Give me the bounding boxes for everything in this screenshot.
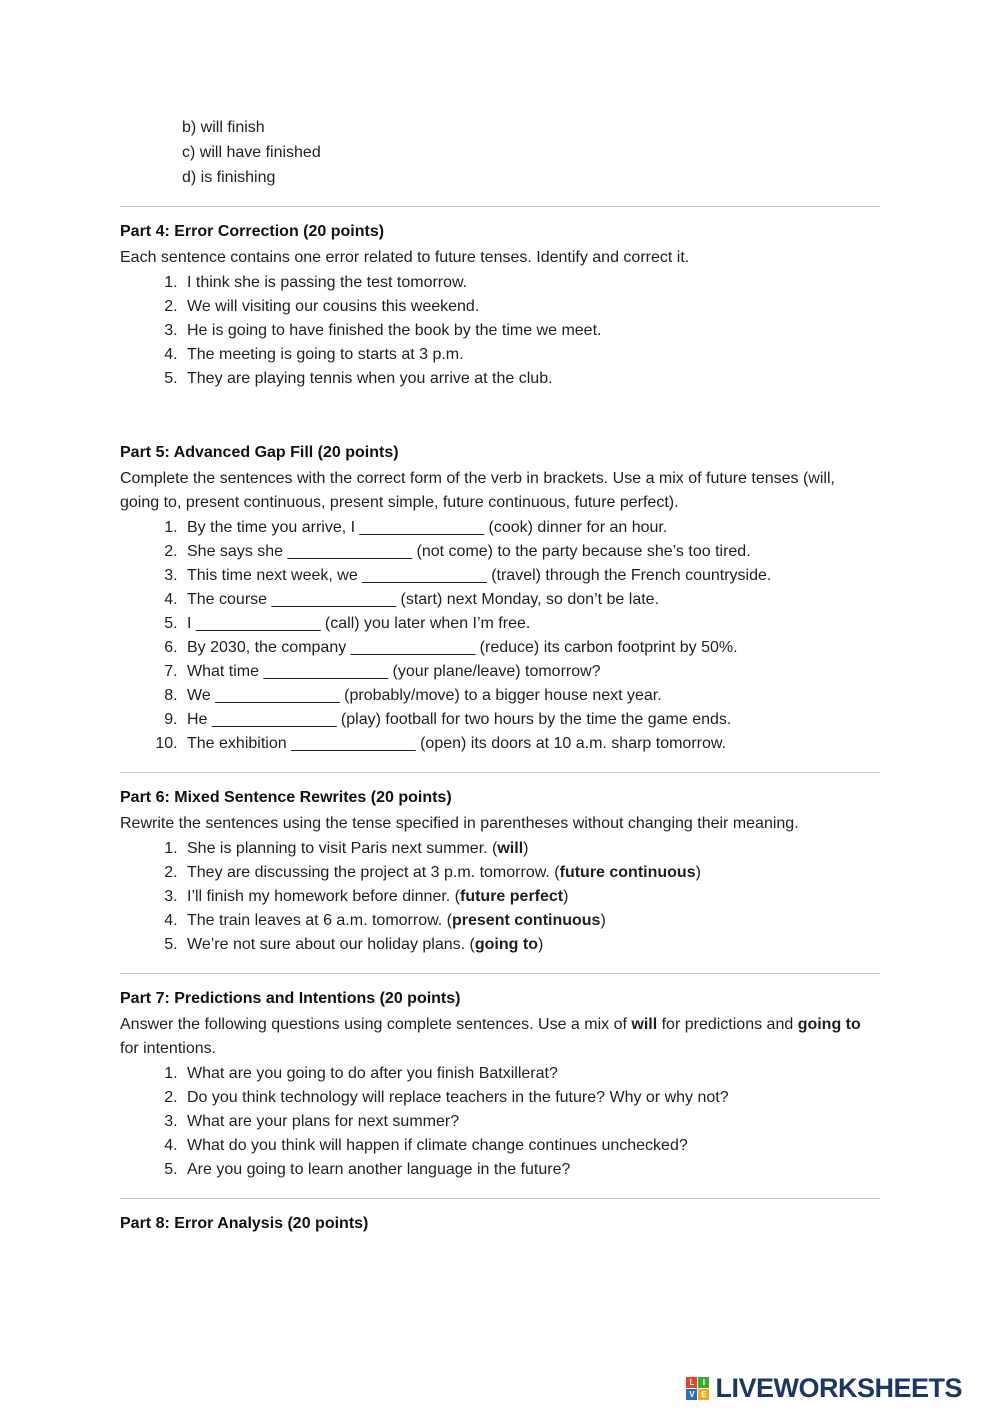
text-run: The meeting is going to starts at 3 p.m. <box>187 346 464 364</box>
emphasis-text: present continuous <box>452 912 601 930</box>
text-run: The course ______________ (start) next Monday, so don’t be late. <box>187 591 660 609</box>
choice-option: d) is finishing <box>182 168 276 186</box>
text-run: We’re not sure about our holiday plans. ( <box>187 936 475 954</box>
emphasis-text: going to <box>474 936 538 954</box>
text-run: She says she ______________ (not come) to the party because she’s too tired. <box>187 543 751 561</box>
text-run: By 2030, the company ______________ (reduce) its carbon footprint by 50%. <box>187 639 738 657</box>
logo-cell: V <box>686 1389 697 1400</box>
text-run: ) <box>523 840 529 858</box>
section-title: Part 7: Predictions and Intentions (20 points) <box>120 990 461 1008</box>
list-item <box>182 540 940 564</box>
text-run: We will visiting our cousins this weekend. <box>187 298 480 316</box>
list-item <box>182 1086 940 1110</box>
emphasis-text: going to <box>797 1016 861 1034</box>
list-item <box>182 1134 940 1158</box>
section-intro <box>120 246 865 270</box>
text-run: What are your plans for next summer? <box>187 1113 460 1131</box>
list-item <box>182 732 940 756</box>
choice-list <box>182 116 940 190</box>
liveworksheets-logo[interactable] <box>686 1375 962 1402</box>
section-title: Part 5: Advanced Gap Fill (20 points) <box>120 444 399 462</box>
numbered-list <box>120 1062 940 1182</box>
logo-cell: L <box>686 1377 697 1388</box>
section-divider <box>120 772 880 773</box>
worksheet-section <box>120 987 940 1182</box>
numbered-list <box>120 271 940 391</box>
section-title: Part 8: Error Analysis (20 points) <box>120 1215 369 1233</box>
text-run: The exhibition ______________ (open) its doors at 10 a.m. sharp tomorrow. <box>187 735 726 753</box>
list-item <box>182 588 940 612</box>
section-intro <box>120 467 865 515</box>
section-divider <box>120 206 880 207</box>
section-intro <box>120 812 865 836</box>
list-item <box>182 1158 940 1182</box>
numbered-list <box>120 837 940 957</box>
list-item <box>182 861 940 885</box>
list-item <box>182 343 940 367</box>
text-run: ) <box>600 912 606 930</box>
logo-cell: I <box>698 1377 709 1388</box>
list-item <box>182 295 940 319</box>
list-item <box>182 885 940 909</box>
list-item <box>182 319 940 343</box>
text-run: What time ______________ (your plane/leave) tomorrow? <box>187 663 601 681</box>
list-item <box>182 708 940 732</box>
emphasis-text: future perfect <box>460 888 564 906</box>
list-item <box>182 684 940 708</box>
text-run: She is planning to visit Paris next summer. ( <box>187 840 498 858</box>
text-run: What are you going to do after you finish Batxillerat? <box>187 1065 558 1083</box>
worksheet-section <box>120 441 940 756</box>
text-run: The train leaves at 6 a.m. tomorrow. ( <box>187 912 452 930</box>
section-intro <box>120 1013 865 1061</box>
text-run: ) <box>563 888 569 906</box>
list-item <box>182 271 940 295</box>
worksheet-section <box>120 786 940 957</box>
text-run: Do you think technology will replace teachers in the future? Why or why not? <box>187 1089 729 1107</box>
worksheet-section <box>120 1212 940 1236</box>
text-run: I think she is passing the test tomorrow. <box>187 274 468 292</box>
list-item <box>182 1062 940 1086</box>
brand-text: LIVEWORKSHEETS <box>715 1373 962 1403</box>
text-run: Rewrite the sentences using the tense specified in parentheses without changing their meaning. <box>120 815 799 833</box>
text-run: ) <box>695 864 701 882</box>
emphasis-text: will <box>631 1016 658 1034</box>
list-item <box>182 636 940 660</box>
text-run: Complete the sentences with the correct form of the verb in brackets. Use a mix of future tenses (will, going to, present continuous, present simple, future continuous, future perfect). <box>120 470 835 512</box>
list-item <box>182 1110 940 1134</box>
text-run: ) <box>537 936 544 954</box>
text-run: What do you think will happen if climate change continues unchecked? <box>187 1137 688 1155</box>
list-item <box>182 564 940 588</box>
section-divider <box>120 973 880 974</box>
text-run: Are you going to learn another language in the future? <box>187 1161 571 1179</box>
numbered-list <box>120 516 940 756</box>
worksheet-section <box>120 220 940 391</box>
text-run: Each sentence contains one error related to future tenses. Identify and correct it. <box>120 249 690 267</box>
text-run: They are playing tennis when you arrive at the club. <box>187 370 553 388</box>
list-item <box>182 837 940 861</box>
list-item <box>182 612 940 636</box>
text-run: I’ll finish my homework before dinner. ( <box>187 888 460 906</box>
section-title: Part 6: Mixed Sentence Rewrites (20 points) <box>120 789 452 807</box>
list-item <box>182 909 940 933</box>
section-title: Part 4: Error Correction (20 points) <box>120 223 385 241</box>
list-item <box>182 367 940 391</box>
choice-option: c) will have finished <box>182 143 321 161</box>
emphasis-text: future continuous <box>559 864 696 882</box>
list-item <box>182 660 940 684</box>
section-divider <box>120 1198 880 1199</box>
text-run: They are discussing the project at 3 p.m. tomorrow. ( <box>187 864 560 882</box>
emphasis-text: will <box>497 840 524 858</box>
list-item <box>182 516 940 540</box>
list-item <box>182 933 940 957</box>
text-run: He is going to have finished the book by the time we meet. <box>187 322 602 340</box>
text-run: This time next week, we ______________ (travel) through the French countryside. <box>187 567 772 585</box>
text-run: for intentions. <box>120 1040 217 1058</box>
text-run: for predictions and <box>657 1016 798 1034</box>
logo-cell: E <box>698 1389 709 1400</box>
text-run: He ______________ (play) football for two hours by the time the game ends. <box>187 711 732 729</box>
text-run: Answer the following questions using complete sentences. Use a mix of <box>120 1016 632 1034</box>
worksheet-sections <box>120 206 940 1236</box>
text-run: We ______________ (probably/move) to a bigger house next year. <box>187 687 662 705</box>
text-run: By the time you arrive, I ______________ (cook) dinner for an hour. <box>187 519 668 537</box>
choice-option: b) will finish <box>182 119 265 136</box>
text-run: I ______________ (call) you later when I’m free. <box>187 615 531 633</box>
logo-grid <box>686 1377 709 1400</box>
